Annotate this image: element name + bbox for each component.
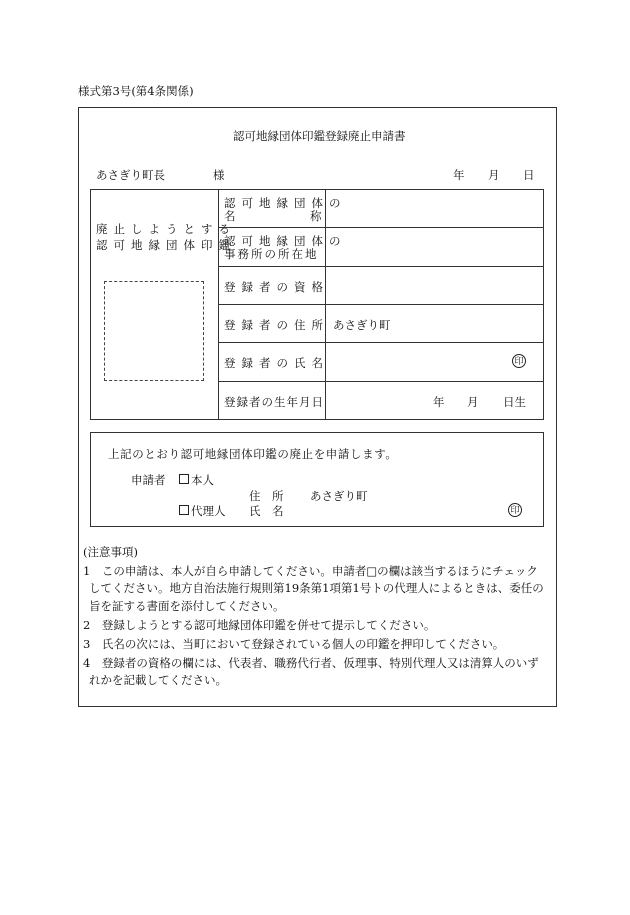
org-name-label: 認可地縁団体の bbox=[224, 196, 347, 210]
seal-impression-area[interactable] bbox=[104, 281, 204, 381]
note-1-line-3: 旨を証する書面を添付してください。 bbox=[89, 599, 285, 613]
note-4-line-1: 4 登録者の資格の欄には、代表者、職務代行者、仮理事、特別代理人又は清算人のいず bbox=[83, 656, 539, 670]
date-year-label: 年 bbox=[453, 168, 465, 182]
birthdate-month-label: 月 bbox=[467, 395, 479, 409]
applicant-label: 申請者 bbox=[131, 473, 166, 487]
applicant-address-value[interactable]: あさぎり町 bbox=[310, 489, 368, 503]
seal-section-label-2: 認可地縁団体印鑑 bbox=[96, 238, 236, 252]
form-number: 様式第3号(第4条関係) bbox=[78, 84, 194, 98]
self-checkbox[interactable] bbox=[179, 474, 189, 484]
birthdate-label: 登録者の生年月日 bbox=[224, 395, 324, 409]
birthdate-day-label: 日生 bbox=[503, 395, 526, 409]
note-1-line-1: 1 この申請は、本人が自ら申請してください。申請者□の欄は該当するほうにチェック bbox=[83, 564, 538, 578]
org-name-label-2a: 名 bbox=[224, 209, 236, 223]
org-name-field[interactable] bbox=[326, 190, 543, 227]
birthdate-year-label: 年 bbox=[433, 395, 445, 409]
address-label: 住 所 bbox=[249, 489, 284, 503]
addressee: あさぎり町長 bbox=[96, 168, 165, 182]
applicant-name-field[interactable] bbox=[300, 500, 500, 518]
note-3: 3 氏名の次には、当町において登録されている個人の印鑑を押印してください。 bbox=[83, 637, 505, 651]
notes-heading: (注意事項) bbox=[83, 545, 138, 559]
org-name-label-2b: 称 bbox=[310, 209, 322, 223]
name-label: 氏 名 bbox=[249, 504, 284, 518]
application-statement: 上記のとおり認可地縁団体印鑑の廃止を申請します。 bbox=[108, 447, 398, 461]
date-day-label: 日 bbox=[523, 168, 535, 182]
qualification-field[interactable] bbox=[326, 267, 543, 304]
agent-checkbox[interactable] bbox=[179, 505, 189, 515]
self-option-label: 本人 bbox=[191, 473, 214, 487]
form-title: 認可地縁団体印鑑登録廃止申請書 bbox=[233, 129, 406, 143]
qualification-label: 登録者の資格 bbox=[224, 280, 329, 294]
note-2: 2 登録しようとする認可地縁団体印鑑を併せて提示してください。 bbox=[83, 618, 436, 632]
org-address-field[interactable] bbox=[326, 228, 543, 266]
seal-mark-icon: 印 bbox=[512, 354, 526, 368]
registrant-name-field[interactable] bbox=[326, 343, 506, 381]
date-month-label: 月 bbox=[488, 168, 500, 182]
registrant-address-label: 登録者の住所 bbox=[224, 318, 329, 332]
registrant-name-label: 登録者の氏名 bbox=[224, 356, 329, 370]
note-1-line-2: してください。地方自治法施行規則第19条第1項第1号トの代理人によるときは、委任の bbox=[89, 581, 544, 595]
applicant-seal-mark-icon: 印 bbox=[508, 503, 522, 517]
honorific: 様 bbox=[213, 168, 225, 182]
registrant-address-value[interactable]: あさぎり町 bbox=[333, 318, 391, 332]
org-address-label-2: 事務所の所在地 bbox=[224, 247, 319, 261]
note-4-line-2: れかを記載してください。 bbox=[89, 673, 227, 687]
org-address-label: 認可地縁団体の bbox=[224, 234, 347, 248]
agent-option-label: 代理人 bbox=[191, 504, 226, 518]
seal-section-label: 廃止しようとする bbox=[96, 222, 236, 236]
